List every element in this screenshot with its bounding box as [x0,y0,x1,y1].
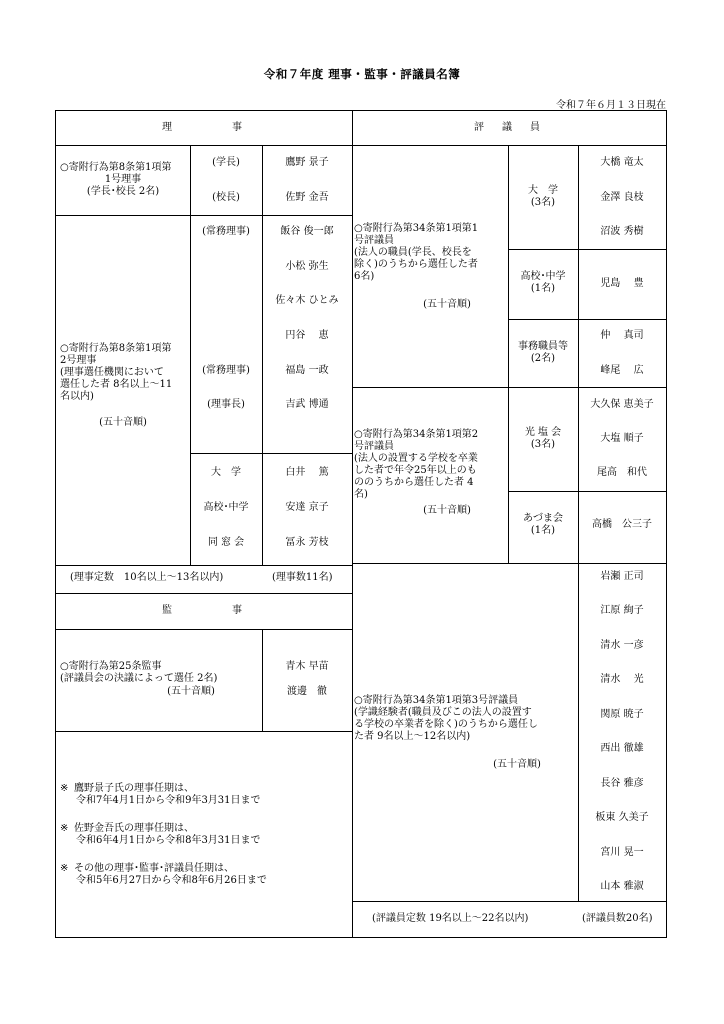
director-order-note: (五十音順) [99,417,147,428]
councilor-name: 大久保 恵美子 [590,399,654,410]
councilor-name: 高橋 公三子 [592,519,652,530]
auditor-order-note: (五十音順) [167,686,215,697]
director-name: 白井 篤 [285,467,329,478]
councilor-category: 高校･中学 [520,271,566,282]
councilor-name: 関原 暁子 [600,709,644,720]
page-title: 令和７年度 理事・監事・評議員名簿 [263,67,461,81]
director-role: (常務理事) [202,365,250,376]
director-sub-category: 大 学 [211,467,241,478]
councilor-order-note: (五十音順) [423,505,471,516]
councilor-category-count: (1名) [530,283,556,294]
councilor-name: 山本 雅淑 [600,881,644,892]
director-name: 安達 京子 [285,502,329,513]
director-role: (校長) [212,192,240,203]
roster-table: 理 事 評 議 員 ○寄附行為第8条第1項第 1号理事 (学長･校長 2名) (学長) 鷹野 景子 (校長) 佐野 金吾 ○寄附行為第8条第1項第 2号理事 (理事選任機関において 選任した者 8名以上～11 名以内) (五十音順) (常務理事) 飯谷 俊一郎 小松 弥生 佐々木 ひとみ 円谷 恵 (常務理事) 福島 一政 (理事長) 吉武 博通 大 学 白井 篤 高校･中学 安達 京子 同 窓 会 冨永 芳枝 (理事定数 10名以上～13名以内) (理事数11名) 監 事 ○寄附行為第25条監事 (評議員会の決議によって選任 2名) (五十音順) 青木 早苗 渡邊 徹 ※ 鷹野景子氏の理事任期は、 令和7年4月1日から令和9年3月31日まで ※ 佐野金吾氏の理事任期は、 令和6年4月1日から令和8年3月31日まで ※ その他の理事･監事･評議員任期は、 令和5年6月27日から令和8年6月26日まで ○寄附行為第34条第1項第1 号評議員 (法人の職員(学長、校長を 除く)のうちから選任した者 6名) (五十音順) 大 学 (3名) 大橋 竜太 金澤 良枝 沼波 秀樹 高校･中学 (1名) 児島 豊 事務職員等 (2名) 仲 真司 峰尾 広 ○寄附行為第34条第1項第2 号評議員 (法人の設置する学校を卒業 した者で年令25年以上のも ののうちから選任した者 4 名) (五十音順) 光 塩 会 (3名) 大久保 恵美子 大塩 順子 尾高 和代 あづま会 (1名) 高橋 公三子 ○寄附行為第34条第1項第3号評議員 (学識経験者(職員及びこの法人の設置す る学校の卒業者を除く)のうちから選任し た者 9名以上～12名以内) (五十音順) 岩瀬 正司 江原 絢子 清水 一彦 清水 光 関原 暁子 西出 徹雄 長谷 雅彦 板東 久美子 宮川 晃一 山本 雅淑 (評議員定数 19名以上～22名以内) (評議員数20名) [55,110,667,938]
councilor-name: 大橋 竜太 [600,157,644,168]
councilor-name: 沼波 秀樹 [600,226,644,237]
councilor-name: 西出 徹雄 [600,743,644,754]
director-role: (理事長) [207,399,245,410]
councilor-category-count: (3名) [530,197,556,208]
councilor-name: 尾高 和代 [597,467,647,478]
councilor-quota: (評議員定数 19名以上～22名以内) [372,913,529,924]
director-name: 小松 弥生 [285,261,329,272]
directors-header: 理 事 [162,122,246,133]
director-name: 冨永 芳枝 [285,537,329,548]
note-mark: ※ [60,783,69,794]
councilor-name: 長谷 雅彦 [600,778,644,789]
councilor-category-count: (2名) [530,353,556,364]
councilor-name: 板東 久美子 [595,812,649,823]
councilor-category: 光 塩 会 [524,427,562,438]
as-of-date: 令和７年６月１３日現在 [556,100,666,111]
councilor-name: 江原 絢子 [600,605,644,616]
auditors-header: 監 事 [162,605,246,616]
councilor-name: 清水 光 [600,674,644,685]
note-mark: ※ [60,823,69,834]
director-name: 佐野 金吾 [285,192,329,203]
councilor-name: 児島 豊 [600,278,644,289]
councilor-name: 仲 真司 [600,330,644,341]
councilor-order-note: (五十音順) [423,299,471,310]
director-name: 吉武 博通 [285,399,329,410]
councilor-category: あづま会 [523,513,563,524]
note-mark: ※ [60,863,69,874]
councilor-category-count: (1名) [530,525,556,536]
councilor-name: 宮川 晃一 [600,847,644,858]
auditor-name: 渡邊 徹 [287,686,327,697]
councilor-category: 事務職員等 [518,341,568,352]
councilor-name: 岩瀬 正司 [600,571,644,582]
auditor-name: 青木 早苗 [285,661,329,672]
director-role: (学長) [212,157,240,168]
director-name: 飯谷 俊一郎 [280,226,334,237]
director-role: (常務理事) [202,226,250,237]
director-name: 佐々木 ひとみ [275,295,339,306]
councilor-order-note: (五十音順) [493,759,541,770]
director-quota: (理事定数 10名以上～13名以内) [70,572,224,583]
director-sub-category: 同 窓 会 [207,537,245,548]
councilor-name: 金澤 良枝 [600,192,644,203]
councilor-category: 大 学 [528,185,558,196]
director-name: 円谷 恵 [285,330,329,341]
director-count: (理事数11名) [272,572,333,583]
director-name: 福島 一政 [285,365,329,376]
director-sub-category: 高校･中学 [203,502,249,513]
councilors-header: 評 議 員 [474,122,544,133]
councilor-count: (評議員数20名) [582,913,653,924]
councilor-name: 清水 一彦 [600,640,644,651]
director-name: 鷹野 景子 [285,157,329,168]
councilor-name: 大塩 順子 [600,433,644,444]
councilor-category-count: (3名) [530,439,556,450]
councilor-name: 峰尾 広 [600,365,644,376]
